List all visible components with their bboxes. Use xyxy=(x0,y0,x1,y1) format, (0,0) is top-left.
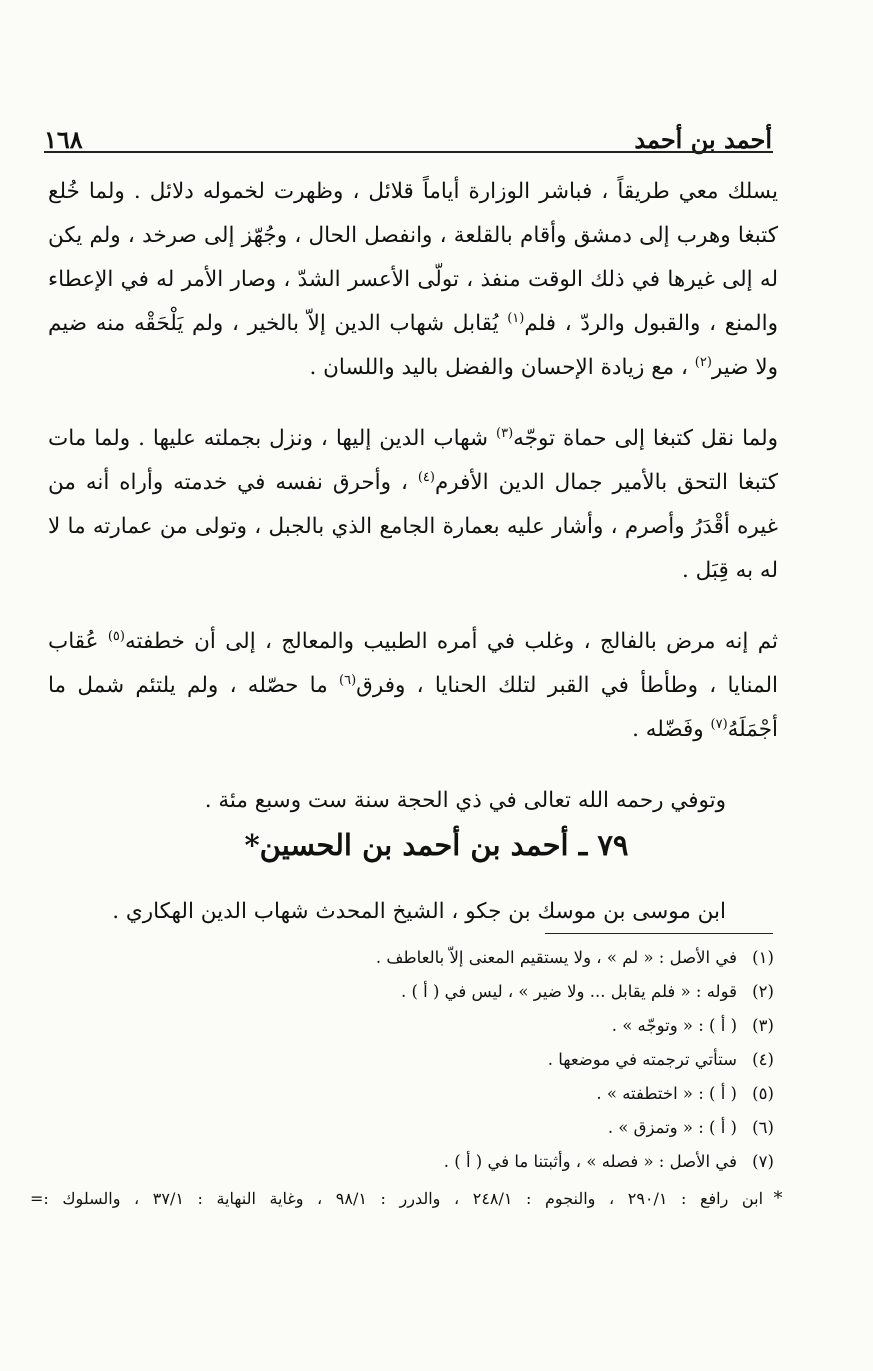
footnote-ref: (١) xyxy=(507,310,525,326)
footnote xyxy=(44,1076,789,1110)
paragraph-3: ثم إنه مرض بالفالج ، وغلب في أمره الطبيب والمعالج ، إلى أن خطفته$^{(٥)}$ عُقاب المنايا ، وطأطأ في القبر لتلك الحنايا ، وفرق$^{(٦)}$ ما حصّله ، ولم يلتئم شمل ما أجْمَلَهُ$^{(٧)}$ وفَضّله . xyxy=(48,628,778,742)
sources-text: ابن رافع : ٢٩٠/١ ، والنجوم : ٢٤٨/١ ، والدرر : ٩٨/١ ، وغاية النهاية : ٣٧/١ ، والسلوك := xyxy=(30,1188,764,1208)
footnotes xyxy=(44,940,789,1178)
footnote-number: (٧) xyxy=(752,1151,774,1171)
footnote xyxy=(44,1144,789,1178)
footnote-rule xyxy=(545,933,773,934)
footnote-number: (٥) xyxy=(752,1083,774,1103)
footnote-number: (٤) xyxy=(752,1049,774,1069)
footnote-ref: (٥) xyxy=(107,628,125,644)
entry-text: ابن موسى بن موسك بن جكو ، الشيخ المحدث شهاب الدين الهكاري . xyxy=(112,899,726,924)
footnote xyxy=(44,1110,789,1144)
running-title: أحمد بن أحمد xyxy=(634,125,772,154)
paragraph-1: يسلك معي طريقاً ، فباشر الوزارة أياماً قلائل ، وظهرت لخموله دلائل . ولما خُلع كتبغا وهرب إلى دمشق وأقام بالقلعة ، وانفصل الحال ، وجُهّز إلى صرخد ، ولم يكن له إلى غيرها في ذلك الوقت منفذ ، تولّى الأعسر الشدّ ، وصار الأمر له في الإعطاء والمنع ، والقبول والردّ ، فلم$^{(١)}$ يُقابل شهاب الدين إلاّ بالخير ، ولم يَلْحَقْه منه ضيم ولا ضير$^{(٢)}$ ، مع زيادة الإحسان والفضل باليد واللسان . xyxy=(48,179,778,380)
page-number: ١٦٨ xyxy=(44,125,83,154)
footnote-text: ( أ ) : « اختطفته » . xyxy=(596,1083,737,1103)
header-rule xyxy=(44,151,773,153)
running-head xyxy=(44,112,772,154)
footnote-number: (٦) xyxy=(752,1117,774,1137)
closing-line: وتوفي رحمه الله تعالى في ذي الحجة سنة ست وسبع مئة . xyxy=(204,788,726,813)
sources-marker: * xyxy=(773,1187,783,1209)
footnote xyxy=(44,1042,789,1076)
footnote-number: (٢) xyxy=(752,981,774,1001)
footnote-number: (١) xyxy=(752,947,774,967)
footnote xyxy=(44,1008,789,1042)
footnote-ref: (٦) xyxy=(339,672,357,688)
sources-line xyxy=(30,1180,793,1216)
footnote-text: ( أ ) : « وتوجّه » . xyxy=(611,1015,737,1035)
main-text xyxy=(48,170,778,839)
footnote-ref: (٧) xyxy=(710,716,728,732)
footnote-text: قوله : « فلم يقابل ... ولا ضير » ، ليس في ( أ ) . xyxy=(400,981,737,1001)
footnote xyxy=(44,940,789,974)
footnote-number: (٣) xyxy=(752,1015,774,1035)
footnote-text: ستأتي ترجمته في موضعها . xyxy=(547,1049,737,1069)
footnote-text: في الأصل : « فصله » ، وأثبتنا ما في ( أ ) . xyxy=(443,1151,737,1171)
footnote-text: في الأصل : « لم » ، ولا يستقيم المعنى إلاّ بالعاطف . xyxy=(375,947,737,967)
footnote-text: ( أ ) : « وتمزق » . xyxy=(607,1117,737,1137)
footnote-ref: (٣) xyxy=(496,425,514,441)
paragraph-2: ولما نقل كتبغا إلى حماة توجّه$^{(٣)}$ شهاب الدين إليها ، ونزل بجملته عليها . ولما مات كتبغا التحق بالأمير جمال الدين الأفرم$^{(٤)}$ ، وأحرق نفسه في خدمته وأراه أنه من غيره أقْدَرُ وأصرم ، وأشار عليه بعمارة الجامع الذي بالجبل ، وتولى من عمارته ما لا له به قِبَل . xyxy=(48,425,779,583)
footnote xyxy=(44,974,789,1008)
entry-heading: ٧٩ ـ أحمد بن أحمد بن الحسين* xyxy=(244,828,629,862)
footnote-ref: (٤) xyxy=(417,469,435,485)
footnote-ref: (٢) xyxy=(694,354,712,370)
